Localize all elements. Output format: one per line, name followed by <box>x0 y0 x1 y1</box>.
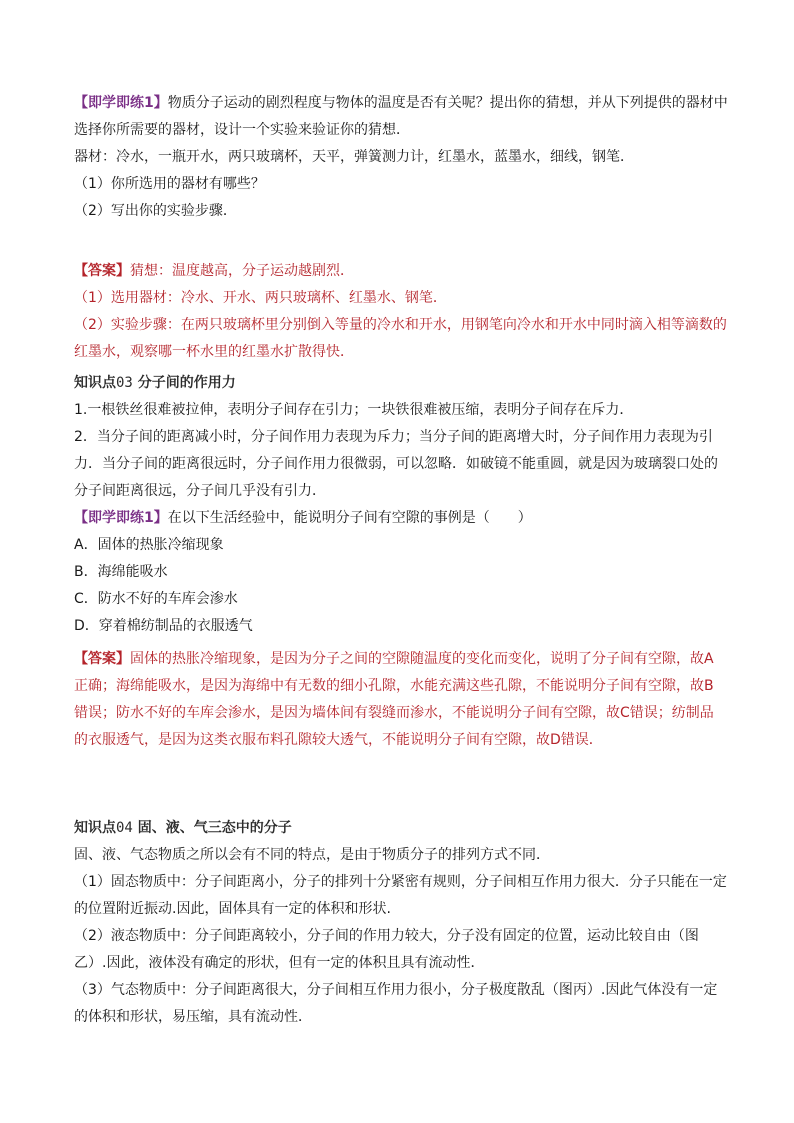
practice-2-tag: 【即学即练1】 <box>74 510 168 526</box>
practice-2-option-c: C．防水不好的车库会渗水 <box>74 591 238 607</box>
practice-1-question-1: （1）你所选用的器材有哪些？ <box>74 176 265 192</box>
practice-2-question: 【即学即练1】在以下生活经验中，能说明分子间有空隙的事例是（ ） <box>74 510 532 526</box>
practice-2-option-a: A．固体的热胀冷缩现象 <box>74 537 224 553</box>
knowledge-point-03 <box>74 370 722 505</box>
practice-1-materials: 器材：冷水，一瓶开水，两只玻璃杯，天平，弹簧测力计，红墨水，蓝墨水，细线，钢笔． <box>74 149 634 165</box>
practice-1-tag: 【即学即练1】 <box>74 95 168 111</box>
knowledge-point-03-line-4: 分子间距离很远，分子间几乎没有引力． <box>74 483 326 499</box>
knowledge-point-04-line-5: 乙）.因此，液体没有确定的形状，但有一定的体积且具有流动性． <box>74 955 485 971</box>
answer-1-line-1: 【答案】猜想：温度越高，分子运动越剧烈． <box>74 263 354 279</box>
practice-1-line-1: 【即学即练1】物质分子运动的剧烈程度与物体的温度是否有关呢？提出你的猜想，并从下列提供的器材中 <box>74 95 728 111</box>
knowledge-point-03-line-1: 1.一根铁丝很难被拉伸，表明分子间存在引力；一块铁很难被压缩，表明分子间存在斥力． <box>74 402 634 418</box>
knowledge-point-04 <box>74 815 727 1031</box>
knowledge-point-04-line-4: （2）液态物质中：分子间距离较小，分子间的作用力较大，分子没有固定的位置，运动比较自由（图 <box>74 928 699 944</box>
answer-2-line-2: 正确；海绵能吸水，是因为海绵中有无数的细小孔隙，水能充满这些孔隙，不能说明分子间有空隙，故B <box>74 678 714 694</box>
answer-1-line-3: （2）实验步骤：在两只玻璃杯里分别倒入等量的冷水和开水，用钢笔向冷水和开水中同时滴入相等滴数的 <box>74 317 727 333</box>
answer-1 <box>74 258 727 366</box>
practice-2-option-b: B．海绵能吸水 <box>74 564 168 580</box>
knowledge-point-04-line-6: （3）气态物质中：分子间距离很大，分子间相互作用力很小，分子极度散乱（图丙）.因此气体没有一定 <box>74 982 718 998</box>
answer-2-line-3: 错误；防水不好的车库会渗水，是因为墙体间有裂缝而渗水，不能说明分子间有空隙，故C错误；纺制品 <box>74 705 714 721</box>
knowledge-point-04-heading: 知识点04 固、液、气三态中的分子 <box>74 820 292 836</box>
knowledge-point-04-line-1: 固、液、气态物质之所以会有不同的特点，是由于物质分子的排列方式不同． <box>74 847 550 863</box>
answer-1-line-4: 红墨水，观察哪一杯水里的红墨水扩散得快． <box>74 344 354 360</box>
knowledge-point-03-heading: 知识点03 分子间的作用力 <box>74 375 236 391</box>
practice-1 <box>74 90 728 225</box>
knowledge-point-04-line-7: 的体积和形状，易压缩，具有流动性． <box>74 1009 312 1025</box>
answer-1-tag: 【答案】 <box>74 263 130 279</box>
knowledge-point-03-line-2: 2．当分子间的距离减小时，分子间作用力表现为斥力；当分子间的距离增大时，分子间作用力表现为引 <box>74 429 713 445</box>
practice-1-line-2: 选择你所需要的器材，设计一个实验来验证你的猜想． <box>74 122 410 138</box>
answer-2-tag: 【答案】 <box>74 651 130 667</box>
practice-1-question-2: （2）写出你的实验步骤． <box>74 203 237 219</box>
practice-2 <box>74 505 722 640</box>
answer-1-line-2: （1）选用器材：冷水、开水、两只玻璃杯、红墨水、钢笔． <box>74 290 447 306</box>
practice-2-option-d: D．穿着棉纺制品的衣服透气 <box>74 618 253 634</box>
knowledge-point-03-line-3: 力．当分子间的距离很远时，分子间作用力很微弱，可以忽略．如破镜不能重圆，就是因为玻璃裂口处的 <box>74 456 718 472</box>
answer-2-line-1: 【答案】固体的热胀冷缩现象，是因为分子之间的空隙随温度的变化而变化，说明了分子间有空隙，故A <box>74 651 714 667</box>
answer-2-line-4: 的衣服透气，是因为这类衣服布料孔隙较大透气，不能说明分子间有空隙，故D错误． <box>74 732 603 748</box>
knowledge-point-04-line-3: 的位置附近振动.因此，固体具有一定的体积和形状. <box>74 901 391 917</box>
knowledge-point-04-line-2: （1）固态物质中：分子间距离小，分子的排列十分紧密有规则，分子间相互作用力很大．分子只能在一定 <box>74 874 727 890</box>
answer-2 <box>74 646 722 754</box>
